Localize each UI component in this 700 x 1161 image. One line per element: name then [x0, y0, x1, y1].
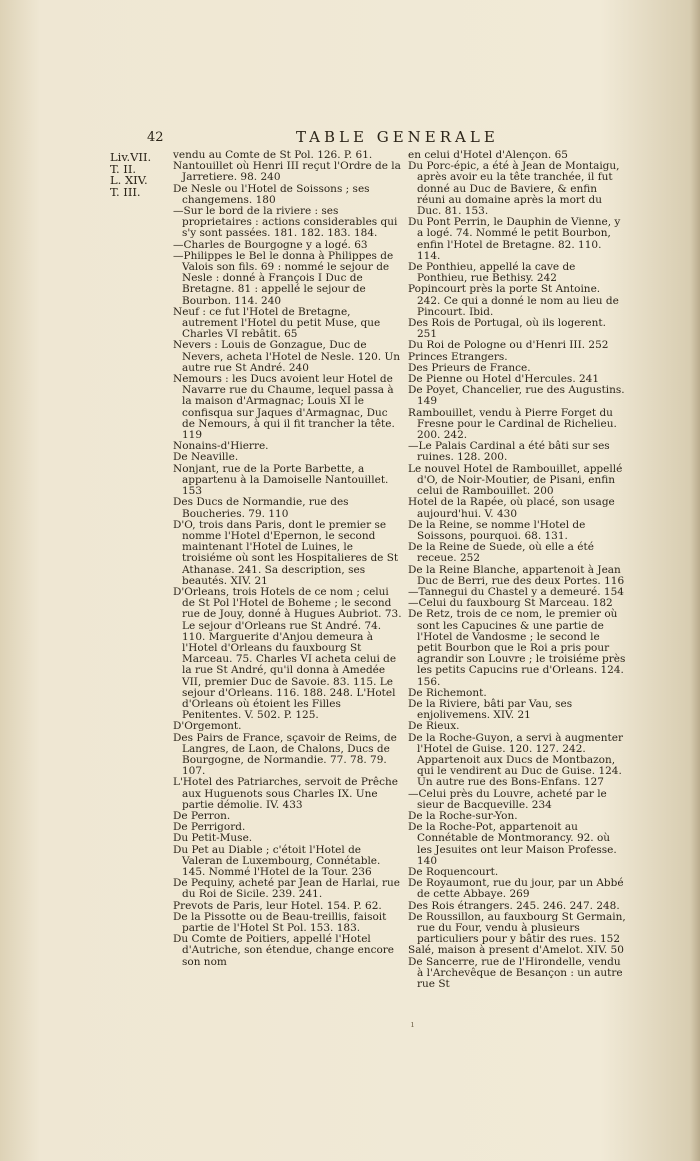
- margin-note: T. II.: [110, 161, 137, 176]
- index-entry: De Retz, trois de ce nom, le premier où sont les Capucines & une partie de l'Hotel de Vandosme ; le second le petit Bourbon que le Roi a pris pour agrandir son Louvre ; le troisiéme près les petits Capucins rue d'Orleans. 124. 156.: [408, 608, 626, 688]
- index-entry: De la Pissotte ou de Beau-treillis, faisoit partie de l'Hotel St Pol. 153. 183.: [173, 910, 387, 935]
- index-entry: Salé, maison à present d'Amelot. XIV. 50: [408, 944, 624, 957]
- index-entry: De la Reine Blanche, appartenoit à Jean Duc de Berri, rue des deux Portes. 116: [408, 563, 625, 587]
- index-entry: Rambouillet, vendu à Pierre Forget du Fresne pour le Cardinal de Richelieu. 200. 242.: [408, 406, 617, 442]
- page-header: [0, 130, 700, 150]
- index-entry: —Tannegui du Chastel y a demeuré. 154: [408, 585, 624, 598]
- index-entry: De Richemont.: [408, 686, 487, 699]
- index-entry: —Le Palais Cardinal a été bâti sur ses ruines. 128. 200.: [408, 440, 610, 464]
- index-entry: Neuf : ce fut l'Hotel de Bretagne, autrement l'Hotel du petit Muse, que Charles VI rebâtit. 65: [173, 305, 381, 341]
- index-entry: Le nouvel Hotel de Rambouillet, appellé d'O, de Noir-Moutier, de Pisani, enfin celui de Rambouillet. 200: [408, 462, 623, 498]
- index-entry: De Sancerre, rue de l'Hirondelle, vendu à l'Archevêque de Besançon : un autre rue St: [408, 955, 623, 991]
- index-entry: —Celui près du Louvre, acheté par le sieur de Bacqueville. 234: [408, 787, 607, 811]
- bottom-mark: ı: [411, 1020, 414, 1030]
- index-entry: Prevots de Paris, leur Hotel. 154. P. 62.: [173, 899, 382, 912]
- index-entry: Du Porc-épic, a été à Jean de Montaigu, après avoir eu la tête tranchée, il fut donné au Duc de Baviere, & enfin réuni au domaine après la mort du Duc. 81. 153.: [408, 160, 620, 218]
- index-entry: De Ponthieu, appellé la cave de Ponthieu, rue Bethisy. 242: [408, 261, 576, 285]
- index-entry: Du Pet au Diable ; c'étoit l'Hotel de Valeran de Luxembourg, Connétable. 145. Nommé l'Hotel de la Tour. 236: [173, 843, 381, 878]
- index-entry: De Roussillon, au fauxbourg St Germain, rue du Four, vendu à plusieurs particuliers pour y bâtir des rues. 152: [408, 910, 626, 946]
- index-entry: De la Reine de Suede, où elle a été receue. 252: [408, 541, 594, 565]
- index-entry: De la Roche-Guyon, a servi à augmenter l'Hotel de Guise. 120. 127. 242. Appartenoit aux Ducs de Montbazon, qui le vendirent au Duc de Guise. 124. Un autre rue des Bons-Enfans. 127: [408, 731, 623, 789]
- index-entry: D'Orgemont.: [173, 720, 242, 733]
- index-entry: Du Pont Perrin, le Dauphin de Vienne, y a logé. 74. Nommé le petit Bourbon, enfin l'Hotel de Bretagne. 82. 110. 114.: [408, 216, 621, 262]
- index-entry: Nantouillet où Henri III reçut l'Ordre de la Jarretiere. 98. 240: [173, 160, 401, 184]
- index-entry: D'Orleans, trois Hotels de ce nom ; celui de St Pol l'Hotel de Boheme ; le second rue de Jouy, donné à Hugues Aubriot. 73. Le sejour d'Orleans rue St André. 74. 110. Marguerite d'Anjou demeura à l'Hotel d'Orleans du fauxbourg St Marceau. 75. Charles VI acheta celui de la rue St André, qu'il donna à Amedée VII, premier Duc de Savoie. 83. 115. Le sejour d'Orleans. 116. 188. 248. L'Hotel d'Orleans où étoient les Filles Penitentes. V. 502. P. 125.: [173, 585, 402, 722]
- index-entry: Nemours : les Ducs avoient leur Hotel de Navarre rue du Chaume, lequel passa à la maison d'Armagnac; Louis XI le confisqua sur Jaques d'Armagnac, Duc de Nemours, à qui il fit trancher la tête. 119: [173, 373, 395, 442]
- index-entry: Des Prieurs de France.: [408, 361, 531, 374]
- index-entry: Nevers : Louis de Gonzague, Duc de Nevers, acheta l'Hotel de Nesle. 120. Un autre rue St André. 240: [173, 339, 401, 374]
- index-entry: —Philippes le Bel le donna à Philippes de Valois son fils. 69 : nommé le sejour de Nesle : donné à François I Duc de Bretagne. 81 : appellé le sejour de Bourbon. 114. 240: [173, 249, 394, 307]
- index-entry: De Royaumont, rue du jour, par un Abbé de cette Abbaye. 269: [408, 877, 624, 901]
- margin-note: L. XIV.: [110, 173, 148, 187]
- index-entry: Du Petit-Muse.: [173, 832, 253, 845]
- margin-note: Liv.VII.: [110, 150, 152, 164]
- index-entry: vendu au Comte de St Pol. 126. P. 61.: [173, 149, 373, 161]
- index-entry: —Sur le bord de la riviere : ses proprietaires : actions considerables qui s'y sont passées. 181. 182. 183. 184.: [173, 205, 398, 240]
- page-number: 42: [147, 130, 164, 145]
- index-entry: Des Pairs de France, sçavoir de Reims, de Langres, de Laon, de Chalons, Ducs de Bourgogne, de Normandie. 77. 78. 79. 107.: [173, 731, 397, 778]
- page-title: TABLE GENERALE: [296, 128, 499, 146]
- index-entry: Des Ducs de Normandie, rue des Boucheries. 79. 110: [173, 496, 349, 520]
- margin-notes: [110, 152, 178, 198]
- index-entry: De Perron.: [173, 809, 231, 822]
- margin-note: T. III.: [110, 184, 141, 199]
- right-column: [408, 150, 626, 990]
- index-entry: —Celui du fauxbourg St Marceau. 182: [408, 597, 613, 610]
- index-entry: Du Comte de Poitiers, appellé l'Hotel d'Autriche, son étendue, change encore son nom: [173, 933, 395, 968]
- index-entry: De Poyet, Chancelier, rue des Augustins. 149: [408, 384, 625, 408]
- index-entry: en celui d'Hotel d'Alençon. 65: [408, 149, 568, 161]
- index-entry: Nonains-d'Hierre.: [173, 440, 269, 453]
- index-entry: Des Rois de Portugal, où ils logerent. 251: [408, 317, 606, 341]
- index-entry: De Perrigord.: [173, 821, 246, 834]
- index-entry: De Rieux.: [408, 720, 460, 733]
- index-entry: De Neaville.: [173, 451, 239, 464]
- index-entry: De la Riviere, bâti par Vau, ses enjolivemens. XIV. 21: [408, 697, 573, 722]
- index-entry: De Pequiny, acheté par Jean de Harlai, rue du Roi de Sicile. 239. 241.: [173, 877, 400, 901]
- left-column: [173, 150, 403, 968]
- index-entry: De la Roche-sur-Yon.: [408, 809, 518, 822]
- index-entry: Hotel de la Rapée, où placé, son usage aujourd'hui. V. 430: [408, 496, 615, 520]
- index-entry: —Charles de Bourgogne y a logé. 63: [173, 238, 368, 251]
- index-entry: Popincourt près la porte St Antoine. 242. Ce qui a donné le nom au lieu de Pincourt. Ibid.: [408, 283, 619, 318]
- index-entry: D'O, trois dans Paris, dont le premier se nomme l'Hotel d'Epernon, le second maintenant l'Hotel de Luines, le troisiéme où sont les Hospitalieres de St Athanase. 241. Sa description, ses beautés. XIV. 21: [173, 518, 399, 587]
- index-entry: Princes Etrangers.: [408, 350, 508, 363]
- index-entry: L'Hotel des Patriarches, servoit de Prêche aux Huguenots sous Charles IX. Une partie démolie. IV. 433: [173, 776, 398, 811]
- index-entry: Des Rois étrangers. 245. 246. 247. 248.: [408, 899, 620, 912]
- index-entry: De Nesle ou l'Hotel de Soissons ; ses changemens. 180: [173, 182, 370, 206]
- index-entry: De la Roche-Pot, appartenoit au Connétable de Montmorancy. 92. où les Jesuites ont leur Maison Professe. 140: [408, 821, 617, 867]
- index-entry: Nonjant, rue de la Porte Barbette, a appartenu à la Damoiselle Nantouillet. 153: [173, 462, 389, 498]
- index-entry: De Pienne ou Hotel d'Hercules. 241: [408, 373, 600, 386]
- index-entry: De Roquencourt.: [408, 866, 499, 878]
- index-entry: Du Roi de Pologne ou d'Henri III. 252: [408, 339, 609, 352]
- index-entry: De la Reine, se nomme l'Hotel de Soissons, pourquoi. 68. 131.: [408, 518, 586, 542]
